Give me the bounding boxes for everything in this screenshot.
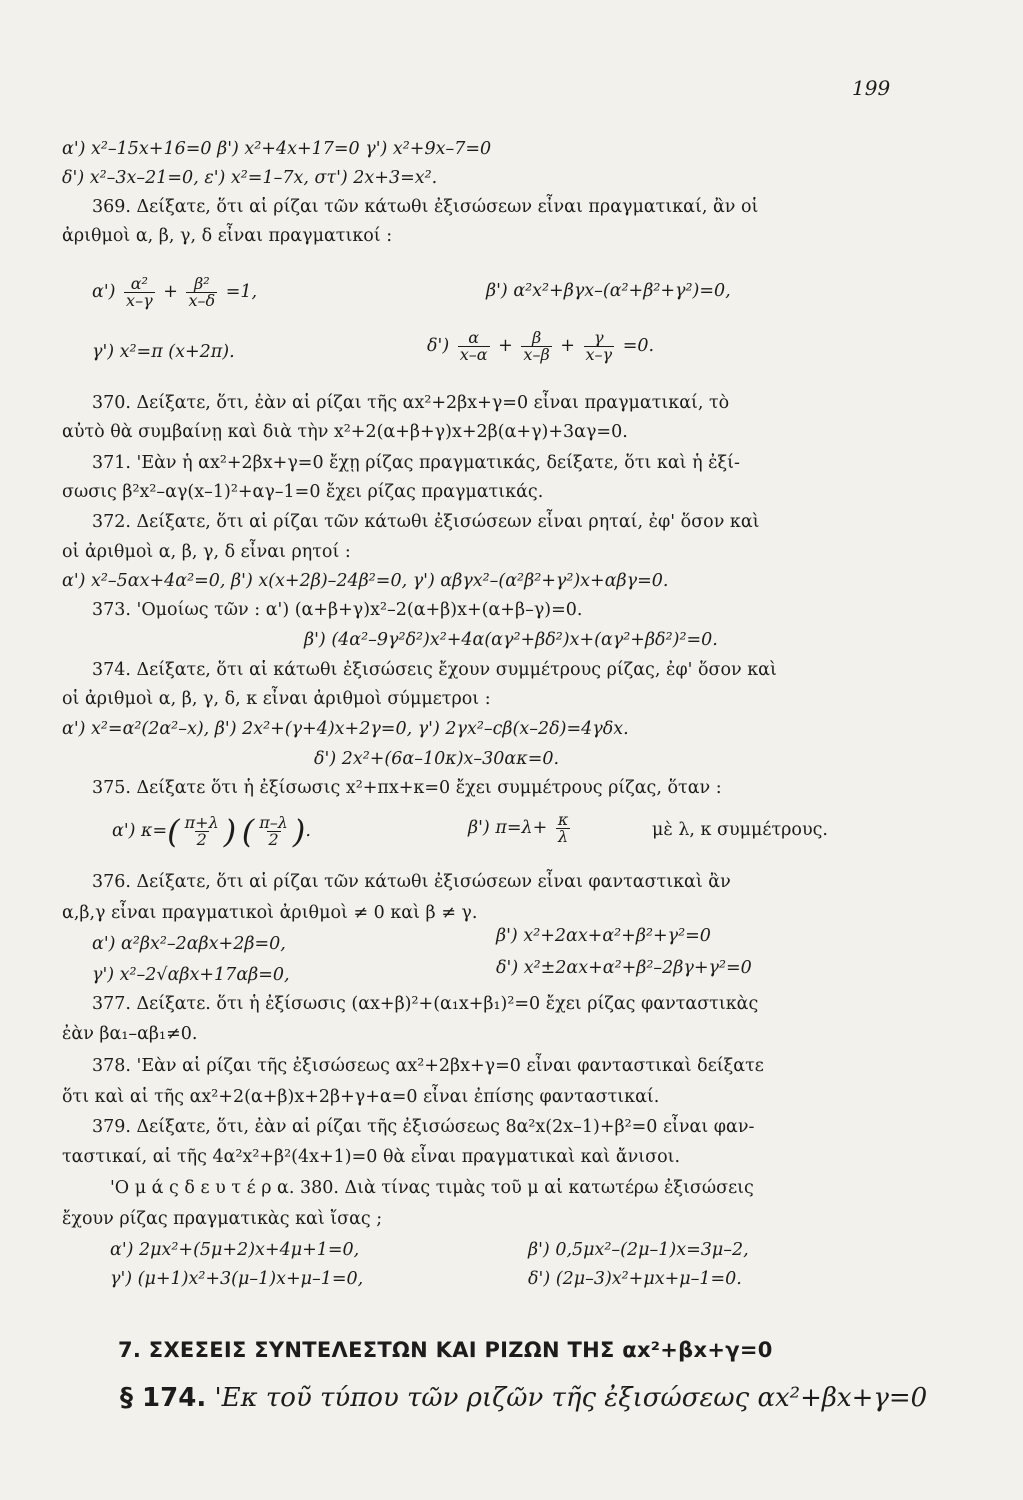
equation-line: δ') 2x²+(6α–10κ)x–30ακ=0. (314, 749, 560, 769)
denominator: 2 (196, 830, 207, 849)
equation-line: γ') (μ+1)x²+3(μ–1)x+μ–1=0, (110, 1269, 364, 1289)
equation-line: α') α²βx²–2αβx+2β=0, (92, 934, 286, 954)
numerator: π–λ (259, 813, 288, 832)
plus-sign: + (560, 336, 575, 356)
exercise-369-line: 369. Δείξατε, ὅτι αἱ ρίζαι τῶν κάτωθι ἐξισώσεων εἶναι πραγματικαί, ἂν οἱ (92, 197, 759, 217)
denominator: λ (558, 827, 569, 846)
text-line: αὐτὸ θὰ συμβαίνῃ καὶ διὰ τὴν x²+2(α+β+γ)x+2β(α+γ)+3αγ=0. (62, 422, 628, 442)
numerator: β² (193, 274, 210, 293)
right-paren: ) (223, 812, 237, 851)
equation-line: δ') x²±2αx+α²+β²–2βγ+γ²=0 (496, 958, 752, 978)
equation-line: β') (4α²–9γ²δ²)x²+4α(αγ²+βδ²)x+(αγ²+βδ²)²=0. (304, 630, 718, 650)
denominator: x–γ (126, 291, 153, 310)
denominator: x–δ (188, 291, 216, 310)
fraction (257, 815, 290, 848)
numerator: α² (130, 274, 148, 293)
numerator: κ (557, 810, 569, 829)
exercise-379-line: 379. Δείξατε, ὅτι, ἐὰν αἱ ρίζαι τῆς ἐξισώσεως 8α²x(2x–1)+β²=0 εἶναι φαν- (92, 1117, 755, 1137)
equation-tail: =0. (622, 336, 655, 356)
equation-369d (427, 330, 654, 363)
text-line: ὅτι καὶ αἱ τῆς αx²+2(α+β)x+2β+γ+α=0 εἶναι ἐπίσης φανταστικαί. (62, 1087, 660, 1107)
exercise-373-line: 373. 'Ομοίως τῶν : α') (α+β+γ)x²–2(α+β)x+(α+β–γ)=0. (92, 600, 583, 620)
right-paren: ) (292, 812, 306, 851)
fraction (124, 276, 155, 309)
equation-375b (468, 812, 573, 845)
section-title (120, 1383, 927, 1413)
text-line: σωσις β²x²–αγ(x–1)²+αγ–1=0 ἔχει ρίζας πραγματικάς. (62, 482, 544, 502)
left-paren: ( (241, 812, 255, 851)
equation-line: β') 0,5μx²–(2μ–1)x=3μ–2, (528, 1240, 749, 1260)
numerator: α (468, 328, 480, 347)
fraction (183, 815, 221, 848)
denominator: x–β (523, 345, 550, 364)
fraction (521, 330, 551, 363)
text-line: μὲ λ, κ συμμέτρους. (652, 820, 828, 840)
exercise-377-line: 377. Δείξατε. ὅτι ἡ ἐξίσωσις (αx+β)²+(α₁x+β₁)²=0 ἔχει ρίζας φανταστικὰς (92, 994, 759, 1014)
equation-line: γ') x²–2√αβx+17αβ=0, (92, 965, 290, 985)
section-number: § 174. (120, 1383, 207, 1413)
text-line: οἱ ἀριθμοὶ α, β, γ, δ εἶναι ρητοί : (62, 542, 351, 562)
eq-label: β') π=λ+ (468, 818, 548, 838)
text-line: δ') x²–3x–21=0, ε') x²=1–7x, στ') 2x+3=x². (62, 168, 438, 188)
equation-tail: . (305, 821, 311, 841)
page-number: 199 (852, 76, 891, 100)
exercise-380-line: 'Ο μ ά ς δ ε υ τ έ ρ α. 380. Διὰ τίνας τιμὰς τοῦ μ αἱ κατωτέρω ἐξισώσεις (110, 1178, 754, 1198)
left-paren: ( (167, 812, 180, 851)
fraction (458, 330, 490, 363)
exercise-375-line: 375. Δείξατε ὅτι ἡ ἐξίσωσις x²+πx+κ=0 ἔχει συμμέτρους ρίζας, ὅταν : (92, 778, 722, 798)
exercise-376-line: 376. Δείξατε, ὅτι αἱ ρίζαι τῶν κάτωθι ἐξισώσεων εἶναι φανταστικαὶ ἂν (92, 872, 731, 892)
text-line: ταστικαί, αἱ τῆς 4α²x²+β²(4x+1)=0 θὰ εἶναι πραγματικαὶ καὶ ἄνισοι. (62, 1147, 681, 1167)
equation-line: β') x²+2αx+α²+β²+γ²=0 (496, 926, 711, 946)
chapter-heading: 7. ΣΧΕΣΕΙΣ ΣΥΝΤΕΛΕΣΤΩΝ ΚΑΙ ΡΙΖΩΝ ΤΗΣ αx²+βx+γ=0 (118, 1338, 773, 1362)
denominator: x–γ (585, 345, 613, 364)
exercise-372-line: 372. Δείξατε, ὅτι αἱ ρίζαι τῶν κάτωθι ἐξισώσεων εἶναι ρηταί, ἐφ' ὅσον καὶ (92, 512, 760, 532)
eq-label: δ') (427, 336, 450, 356)
section-text: 'Εκ τοῦ τύπου τῶν ριζῶν τῆς ἐξισώσεως αx²+βx+γ=0 (214, 1383, 928, 1413)
fraction (556, 812, 571, 845)
numerator: γ (594, 328, 604, 347)
exercise-374-line: 374. Δείξατε, ὅτι αἱ κάτωθι ἐξισώσεις ἔχουν συμμέτρους ρίζας, ἐφ' ὅσον καὶ (92, 660, 777, 680)
text-line: ἐὰν βα₁–αβ₁≠0. (62, 1024, 198, 1044)
fraction (584, 330, 615, 363)
equation-line: δ') (2μ–3)x²+μx+μ–1=0. (528, 1269, 742, 1289)
exercise-378-line: 378. 'Εὰν αἱ ρίζαι τῆς ἐξισώσεως αx²+2βx+γ=0 εἶναι φανταστικαὶ δείξατε (92, 1056, 764, 1076)
equation-line: α') x²–5αx+4α²=0, β') x(x+2β)–24β²=0, γ') αβγx²–(α²β²+γ²)x+αβγ=0. (62, 571, 669, 591)
equation-line: α') x²=α²(2α²–x), β') 2x²+(γ+4)x+2γ=0, γ') 2γx²–cβ(x–2δ)=4γδx. (62, 719, 629, 739)
numerator: β (531, 328, 542, 347)
numerator: π+λ (184, 813, 219, 832)
eq-label: α') (92, 282, 116, 302)
text-line: οἱ ἀριθμοὶ α, β, γ, δ, κ εἶναι ἀριθμοὶ σύμμετροι : (62, 689, 491, 709)
exercise-370-line: 370. Δείξατε, ὅτι, ἐὰν αἱ ρίζαι τῆς αx²+2βx+γ=0 εἶναι πραγματικαί, τὸ (92, 393, 730, 413)
plus-sign: + (498, 336, 513, 356)
equation-369a (92, 276, 257, 309)
text-line: ἀριθμοὶ α, β, γ, δ εἶναι πραγματικοί : (62, 226, 393, 246)
equation-tail: =1, (225, 282, 258, 302)
denominator: 2 (268, 830, 279, 849)
equation-369b: β') α²x²+βγx–(α²+β²+γ²)=0, (486, 281, 731, 301)
equation-375a (112, 812, 311, 851)
eq-label: α') κ= (112, 821, 168, 841)
equation-line: α') 2μx²+(5μ+2)x+4μ+1=0, (110, 1240, 360, 1260)
equation-369c: γ') x²=π (x+2π). (92, 342, 235, 362)
fraction (186, 276, 217, 309)
text-line: α') x²–15x+16=0 β') x²+4x+17=0 γ') x²+9x–7=0 (62, 139, 492, 159)
exercise-371-line: 371. 'Εὰν ἡ αx²+2βx+γ=0 ἔχῃ ρίζας πραγματικάς, δείξατε, ὅτι καὶ ἡ ἐξί- (92, 453, 740, 473)
plus-sign: + (163, 282, 178, 302)
denominator: x–α (459, 345, 488, 364)
text-line: ἔχουν ρίζας πραγματικὰς καὶ ἴσας ; (62, 1209, 383, 1229)
text-line: α,β,γ εἶναι πραγματικοὶ ἀριθμοὶ ≠ 0 καὶ β ≠ γ. (62, 903, 478, 923)
